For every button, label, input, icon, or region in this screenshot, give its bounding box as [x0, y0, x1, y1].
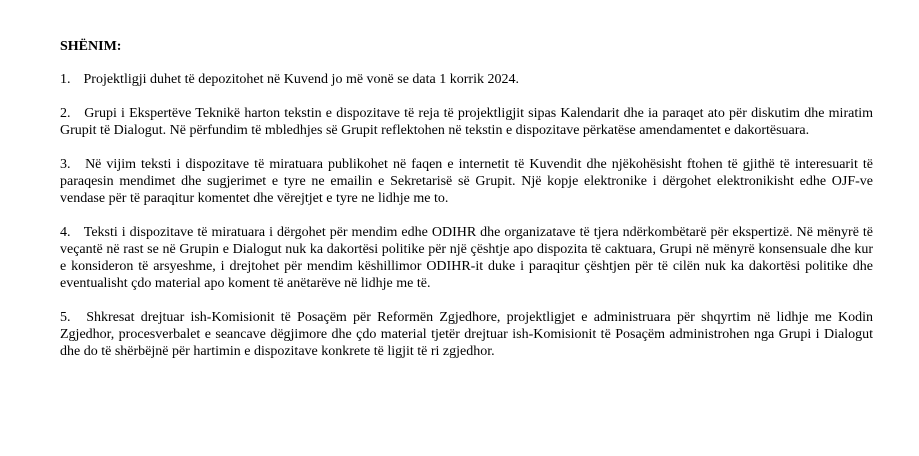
note-text: Grupi i Ekspertëve Teknikë harton tekstin e dispozitave të reja të projektligjit sipas Kalendarit dhe ia paraqet ato për diskutim dhe miratim Grupit të Dialogut. Në përfundim të mbledhjes së Grupit reflektohen në tekstin e dispozitave përkatëse amendamentet e dakortësuara.	[60, 106, 873, 138]
note-text: Shkresat drejtuar ish-Komisionit të Posaçëm për Reformën Zgjedhore, projektligjet e administruara për shqyrtim në lidhje me Kodin Zgjedhor, procesverbalet e seancave dëgjimore dhe çdo material tjetër drejtuar ish-Komisionit të Posaçëm administrohen nga Grupi i Dialogut dhe do të shërbëjnë për hartimin e dispozitave konkrete të ligjit të ri zgjedhor.	[60, 310, 874, 359]
note-item-2	[60, 105, 873, 139]
note-text: Projektligji duhet të depozitohet në Kuvend jo më vonë se data 1 korrik 2024.	[83, 72, 519, 87]
note-item-5	[60, 309, 873, 360]
note-item-1	[60, 71, 873, 88]
document-page	[60, 38, 873, 377]
note-number: 1.	[60, 72, 71, 87]
note-text: Në vijim teksti i dispozitave të miratuara publikohet në faqen e internetit të Kuvendit dhe njëkohësisht ftohen të gjithë të interesuarit të paraqesin mendimet dhe sugjerimet e tyre ne emailin e Sekretarisë së Grupit. Një kopje elektronike i dërgohet elektronikisht edhe OJF-ve vendase për të paraqitur komentet dhe vërejtjet e tyre ne lidhje me to.	[60, 157, 874, 206]
note-number: 4.	[60, 225, 71, 240]
note-number: 3.	[60, 157, 71, 172]
note-number: 5.	[60, 310, 71, 325]
note-text: Teksti i dispozitave të miratuara i dërgohet për mendim edhe ODIHR dhe organizatave të tjera ndërkombëtarë për ekspertizë. Në mënyrë të veçantë në rast se në Grupin e Dialogut nuk ka dakortësi politike për një çështje apo dispozita të caktuara, Grupi në mënyrë konsensuale dhe kur e konsideron të arsyeshme, i drejtohet për mendim këshillimor ODIHR-it duke i paraqitur çështjen për të cilën nuk ka dakortësi politike dhe eventualisht çdo material apo koment të anëtarëve në lidhje me të.	[60, 225, 874, 291]
note-number: 2.	[60, 106, 71, 121]
note-item-4	[60, 224, 873, 292]
note-heading: SHËNIM:	[60, 39, 122, 54]
note-item-3	[60, 156, 873, 207]
